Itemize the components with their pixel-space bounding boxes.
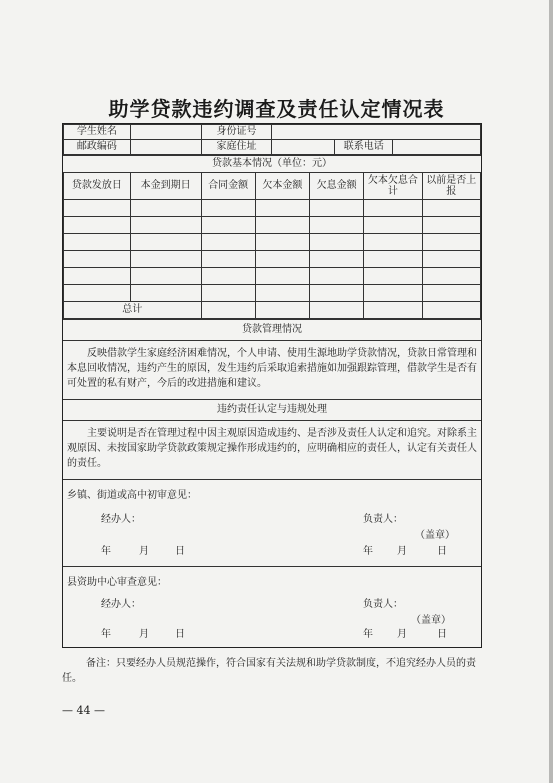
col-header-contract-amount: 合同金额	[201, 173, 255, 200]
table-row	[64, 234, 481, 251]
student-name-label: 学生姓名	[64, 125, 131, 140]
footnote: 备注：只要经办人员规范操作，符合国家有关法规和助学贷款制度，不追究经办人员的责任。	[62, 658, 476, 684]
town-month-label: 月	[139, 546, 149, 557]
student-name-field	[130, 125, 201, 140]
county-sign-month-label: 月	[397, 629, 407, 640]
default-investigation-form	[62, 123, 482, 648]
table-row	[64, 251, 481, 268]
county-seal-label: （盖章）	[411, 615, 451, 626]
town-opinion-box	[63, 479, 481, 566]
postal-code-field	[130, 140, 201, 155]
col-header-principal-owed: 欠本金额	[255, 173, 309, 200]
basic-info-table	[63, 124, 481, 155]
total-label: 总计	[64, 302, 202, 319]
town-seal-label: （盖章）	[415, 530, 455, 541]
town-sign-year-label: 年	[363, 546, 373, 557]
form-title: 助学贷款违约调查及责任认定情况表	[108, 97, 445, 121]
county-year-label: 年	[101, 629, 111, 640]
home-address-label: 家庭住址	[201, 140, 272, 155]
id-number-label: 身份证号	[201, 125, 272, 140]
town-day-label: 日	[175, 546, 185, 557]
town-sign-month-label: 月	[397, 546, 407, 557]
town-sign-day-label: 日	[437, 546, 447, 557]
town-opinion-title: 乡镇、街道或高中初审意见：	[67, 490, 197, 501]
county-handler-label: 经办人：	[101, 599, 141, 610]
table-row	[64, 268, 481, 285]
management-section-title: 贷款管理情况	[63, 319, 481, 340]
col-header-total-owed: 欠本欠息合计	[364, 173, 422, 200]
county-sign-year-label: 年	[363, 629, 373, 640]
county-day-label: 日	[175, 629, 185, 640]
id-number-field	[272, 125, 481, 140]
col-header-previously-reported: 以前是否上报	[422, 173, 480, 200]
postal-code-label: 邮政编码	[64, 140, 131, 155]
phone-label: 联系电话	[335, 140, 393, 155]
town-responsible-label: 负责人：	[363, 514, 403, 525]
loan-section-title: 贷款基本情况（单位：元）	[63, 155, 481, 172]
responsibility-section-text: 主要说明是否在管理过程中因主观原因造成违约、是否涉及责任人认定和追究。对除系主观原因、未按国家助学贷款政策规定操作形成违约的，应明确相应的责任人，认定有关责任人的责任。	[63, 420, 481, 479]
home-address-field	[272, 140, 335, 155]
total-row	[64, 302, 481, 319]
col-header-interest-owed: 欠息金额	[310, 173, 364, 200]
county-sign-day-label: 日	[437, 629, 447, 640]
page-number: — 44 —	[62, 704, 105, 717]
responsibility-section-title: 违约责任认定与违规处理	[63, 399, 481, 420]
col-header-issue-date: 贷款发放日	[64, 173, 131, 200]
town-year-label: 年	[101, 546, 111, 557]
table-row	[64, 285, 481, 302]
table-row	[64, 217, 481, 234]
phone-field	[393, 140, 481, 155]
county-month-label: 月	[139, 629, 149, 640]
county-responsible-label: 负责人：	[363, 599, 403, 610]
county-opinion-box	[63, 566, 481, 647]
col-header-due-date: 本金到期日	[130, 173, 201, 200]
management-section-text: 反映借款学生家庭经济困难情况，个人申请、使用生源地助学贷款情况，贷款日常管理和本息回收情况，违约产生的原因，发生违约后采取追索措施如加强跟踪管理，借款学生是否有可处置的私有财产，今后的改进措施和建议。	[63, 340, 481, 399]
town-handler-label: 经办人：	[101, 514, 141, 525]
county-opinion-title: 县资助中心审查意见：	[67, 577, 167, 588]
loan-table	[63, 172, 481, 319]
table-row	[64, 200, 481, 217]
